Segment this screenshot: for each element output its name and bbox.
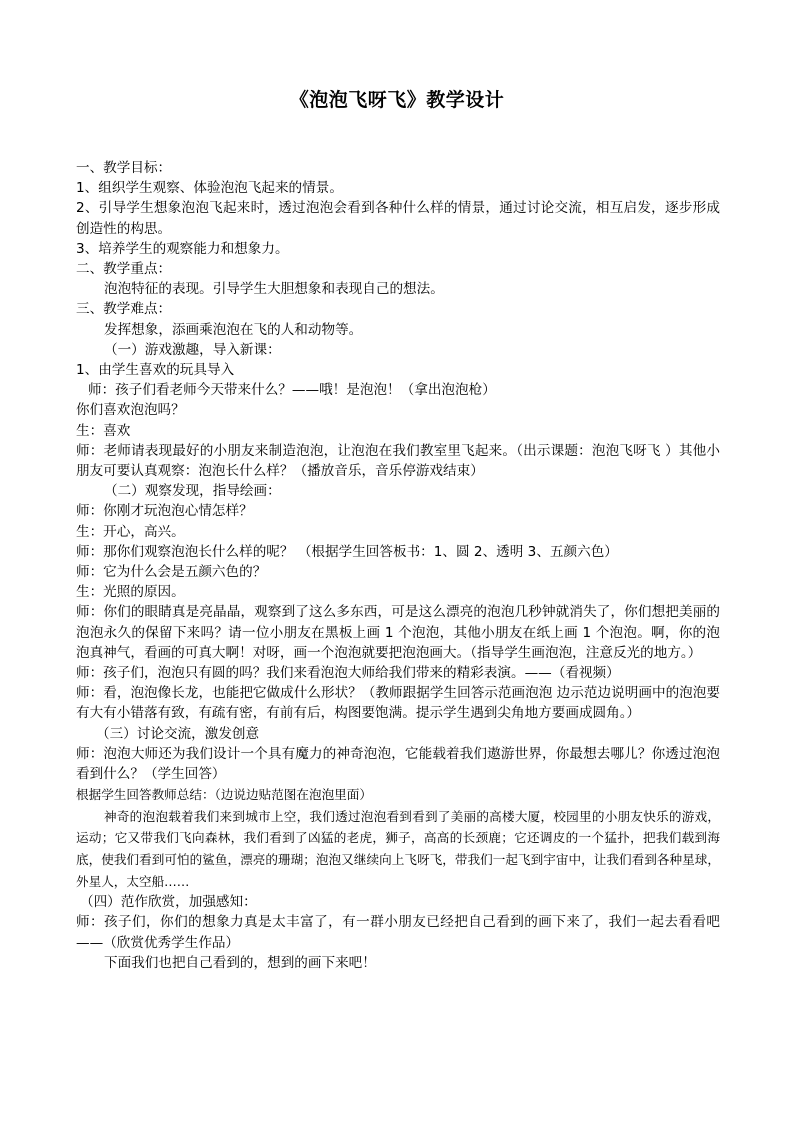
dialogue-line: 生：开心，高兴。 <box>76 523 185 540</box>
paragraph: 下面我们也把自己看到的，想到的画下来吧！ <box>104 954 376 971</box>
paragraph: 1、由学生喜欢的玩具导入 <box>76 362 235 379</box>
section-heading-key-points: 二、教学重点： <box>76 261 172 278</box>
document-title: 《泡泡飞呀飞》教学设计 <box>289 89 505 111</box>
dialogue-line: 师：那你们观察泡泡长什么样的呢？ （根据学生回答板书：1、圆 2、透明 3、五颜六色） <box>76 543 618 560</box>
dialogue-line: 师：你刚才玩泡泡心情怎样？ <box>76 503 253 520</box>
dialogue-line: 师：泡泡大师还为我们设计一个具有魔力的神奇泡泡，它能载着我们遨游世界，你最想去哪儿？你透过泡泡看到什么？（学生回答） <box>76 745 720 783</box>
paragraph: 1、组织学生观察、体验泡泡飞起来的情景。 <box>76 180 343 197</box>
step-heading: （三）讨论交流，激发创意 <box>96 725 260 742</box>
step-heading: （一）游戏激趣，导入新课： <box>104 341 281 358</box>
dialogue-line: 你们喜欢泡泡吗？ <box>76 402 185 419</box>
document-body <box>76 158 720 973</box>
step-heading: （四）范作欣赏，加强感知： <box>80 894 257 911</box>
dialogue-line: 师：孩子们看老师今天带来什么？——哦！是泡泡！（拿出泡泡枪） <box>88 382 496 399</box>
dialogue-line: 师：孩子们，泡泡只有圆的吗？我们来看泡泡大师给我们带来的精彩表演。——（看视频） <box>76 665 620 682</box>
section-heading-difficulties: 三、教学难点： <box>76 301 172 318</box>
step-heading: （二）观察发现，指导绘画： <box>104 483 281 500</box>
paragraph: 3、培养学生的观察能力和想象力。 <box>76 240 289 257</box>
section-heading-objectives: 一、教学目标： <box>76 160 172 176</box>
paragraph: 发挥想象，添画乘泡泡在飞的人和动物等。 <box>104 321 363 338</box>
dialogue-line: 师：老师请表现最好的小朋友来制造泡泡，让泡泡在我们教室里飞起来。（出示课题：泡泡飞呀飞 ）其他小朋友可要认真观察：泡泡长什么样？（播放音乐，音乐停游戏结束） <box>76 442 720 480</box>
dialogue-line: 生：光照的原因。 <box>76 584 185 601</box>
dialogue-line: 生：喜欢 <box>76 422 131 439</box>
dialogue-line: 师：它为什么会是五颜六色的？ <box>76 564 267 581</box>
paragraph: 神奇的泡泡载着我们来到城市上空，我们透过泡泡看到看到了美丽的高楼大厦，校园里的小朋友快乐的游戏，运动；它又带我们飞向森林，我们看到了凶猛的老虎，狮子，高高的长颈鹿；它还调皮的一个猛扑，把我们载到海底，使我们看到可怕的鲨鱼，漂亮的珊瑚；泡泡又继续向上飞呀飞，带我们一起飞到宇宙中，让我们看到各种星球，外星人，太空船…… <box>76 808 720 889</box>
paragraph: 根据学生回答教师总结：（边说边贴范图在泡泡里面） <box>76 787 372 803</box>
dialogue-line: 师：孩子们，你们的想象力真是太丰富了，有一群小朋友已经把自己看到的画下来了，我们一起去看看吧——（欣赏优秀学生作品） <box>76 914 720 951</box>
dialogue-line: 师：看，泡泡像长龙，也能把它做成什么形状？（教师跟据学生回答示范画泡泡 边示范边说明画中的泡泡要有大有小错落有致，有疏有密，有前有后，构图要饱满。提示学生遇到尖角地方要画成圆角。） <box>76 685 720 722</box>
paragraph: 泡泡特征的表现。引导学生大胆想象和表现自己的想法。 <box>104 281 444 298</box>
paragraph: 2、引导学生想象泡泡飞起来时，透过泡泡会看到各种什么样的情景，通过讨论交流，相互启发，逐步形成创造性的构思。 <box>76 200 720 237</box>
dialogue-line: 师：你们的眼睛真是亮晶晶，观察到了这么多东西，可是这么漂亮的泡泡几秒钟就消失了，你们想把美丽的泡泡永久的保留下来吗？请一位小朋友在黑板上画 1 个泡泡，其他小朋友在纸上画 1 个泡泡。啊，你的泡泡真神气，看画的可真大啊！对呀，画一个泡泡就要把泡泡画大。（指导学生画泡泡，注意反光的地方。） <box>76 604 720 661</box>
